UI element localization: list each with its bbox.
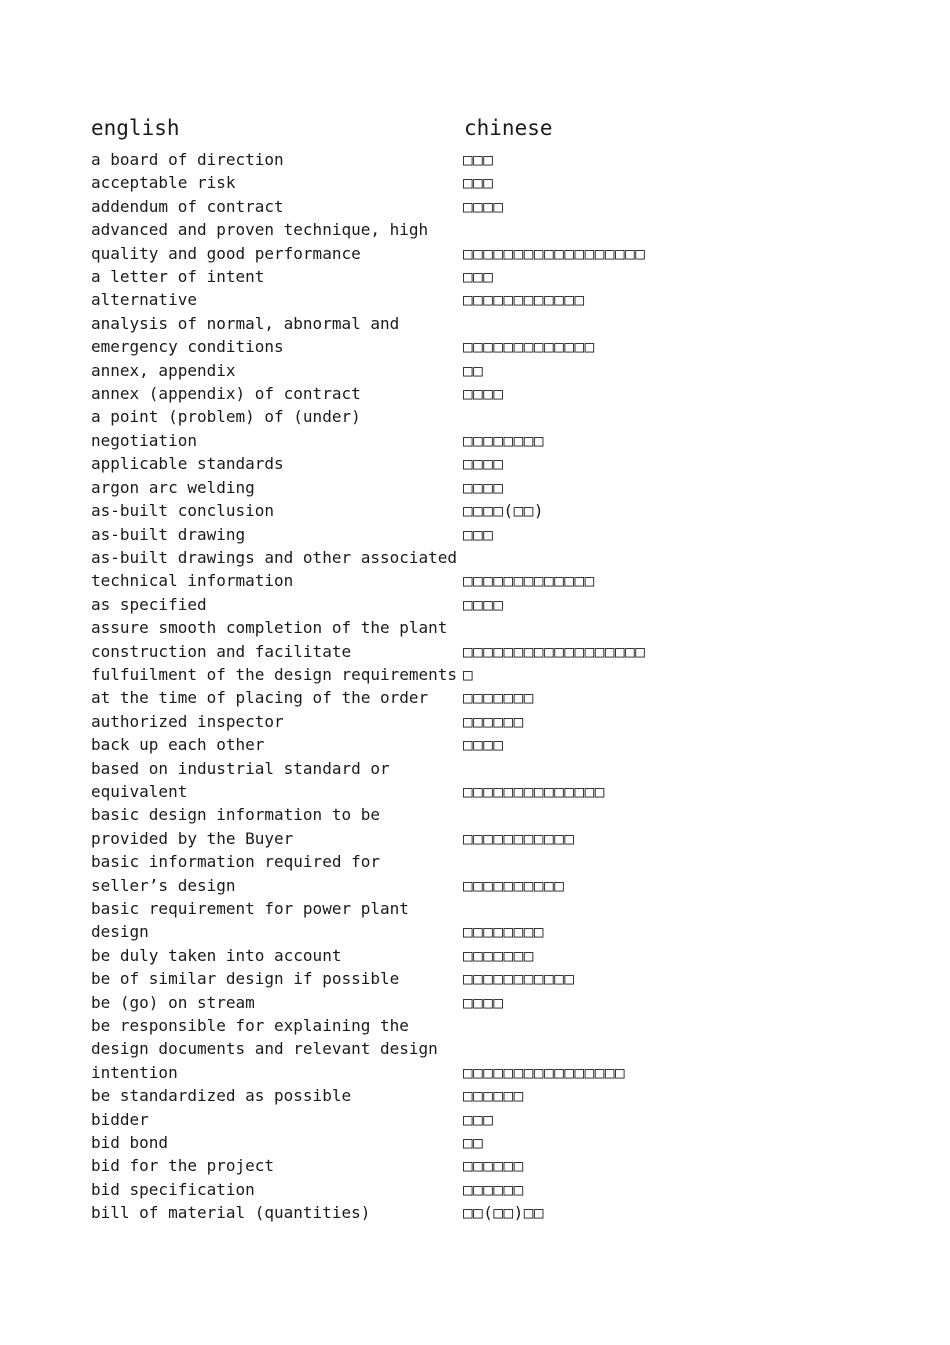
glossary-row <box>91 265 891 288</box>
chinese-term: □□□□□□□□□□□□□□□□ <box>463 1062 626 1082</box>
chinese-term: □□□□□□□□ <box>463 430 545 450</box>
english-term: based on industrial standard or equivalent <box>91 758 390 801</box>
chinese-term: □□□□□□□□□□□ <box>463 969 575 989</box>
chinese-term: □□□ <box>463 267 494 287</box>
chinese-column-header: chinese <box>464 116 553 140</box>
english-term: bid bond <box>91 1133 169 1153</box>
english-term: annex, appendix <box>91 360 236 380</box>
glossary-row <box>91 897 891 944</box>
chinese-term: □□□□□□□ <box>463 688 534 708</box>
english-term: fulfuilment of the design requirements <box>91 664 458 684</box>
english-term: basic information required for seller’s design <box>91 852 380 895</box>
chinese-term: □□□□ <box>463 477 504 497</box>
glossary-row <box>91 1131 891 1154</box>
glossary-row <box>91 710 891 733</box>
chinese-term: □□□□□□ <box>463 1156 524 1176</box>
chinese-term: □□□□□□□ <box>463 945 534 965</box>
glossary-row <box>91 499 891 522</box>
chinese-term: □□□□ <box>463 196 504 216</box>
english-term: as-built drawing <box>91 524 246 544</box>
glossary-row <box>91 1154 891 1177</box>
glossary-row <box>91 1014 891 1084</box>
chinese-term: □□□□□□□□□□□□□□ <box>463 781 605 801</box>
glossary-row <box>91 686 891 709</box>
chinese-term: □□□□□□ <box>463 1086 524 1106</box>
chinese-term: □□□□□□ <box>463 1179 524 1199</box>
glossary-row <box>91 288 891 311</box>
chinese-term: □□□ <box>463 173 494 193</box>
english-term: as-built drawings and other associated technical information <box>91 547 458 591</box>
glossary-row <box>91 382 891 405</box>
english-term: advanced and proven technique, high quality and good performance <box>91 220 429 263</box>
chinese-term: □□ <box>463 360 484 380</box>
glossary-row <box>91 803 891 850</box>
column-header <box>91 114 891 142</box>
glossary-row <box>91 359 891 382</box>
english-term: back up each other <box>91 735 265 755</box>
chinese-term: □□□□ <box>463 594 504 614</box>
chinese-term: □□□ <box>463 524 494 544</box>
english-term: be of similar design if possible <box>91 969 400 989</box>
chinese-term: □□□□□□□□ <box>463 922 545 942</box>
english-term: bid for the project <box>91 1156 275 1176</box>
english-term: a letter of intent <box>91 267 265 287</box>
glossary-row <box>91 405 891 452</box>
chinese-term: □□□ <box>463 150 494 169</box>
chinese-term: □□□□(□□) <box>463 501 545 521</box>
chinese-term: □□□□□□□□□□□□□□□□□□ <box>463 243 646 263</box>
glossary-row <box>91 991 891 1014</box>
english-term: be (go) on stream <box>91 992 255 1012</box>
chinese-term: □□□□□□□□□□□□□□□□□□ <box>463 641 646 661</box>
glossary-row <box>91 546 891 593</box>
chinese-term: □□□ <box>463 1109 494 1129</box>
chinese-term: □□□□ <box>463 384 504 404</box>
english-term: argon arc welding <box>91 477 255 497</box>
chinese-term: □□□□ <box>463 454 504 474</box>
english-term: be standardized as possible <box>91 1086 352 1106</box>
english-term: analysis of normal, abnormal and emergency conditions <box>91 313 400 357</box>
glossary-row <box>91 476 891 499</box>
chinese-term: □□□□□□□□□□□□ <box>463 290 585 310</box>
glossary-row <box>91 312 891 359</box>
english-term: bidder <box>91 1109 149 1129</box>
english-term: assure smooth completion of the plant construction and facilitate <box>91 618 448 661</box>
english-term: a point (problem) of (under) negotiation <box>91 407 361 450</box>
glossary-row <box>91 757 891 804</box>
chinese-term: □□□□□□□□□□□□□ <box>463 337 595 357</box>
glossary-row <box>91 663 891 686</box>
chinese-term: □□(□□)□□ <box>463 1203 545 1223</box>
glossary-list <box>91 148 891 1225</box>
english-term: annex (appendix) of contract <box>91 384 361 404</box>
glossary-row <box>91 593 891 616</box>
chinese-term: □□ <box>463 1133 484 1153</box>
chinese-term: □□□□□□□□□□ <box>463 875 565 895</box>
glossary-row <box>91 1108 891 1131</box>
english-term: as specified <box>91 594 207 614</box>
english-term: authorized inspector <box>91 711 284 731</box>
glossary-row <box>91 733 891 756</box>
english-term: bill of material (quantities) <box>91 1203 371 1223</box>
english-term: alternative <box>91 290 197 310</box>
chinese-term: □□□□□□□□□□□□□ <box>463 571 595 591</box>
glossary-row <box>91 148 891 171</box>
glossary-row <box>91 850 891 897</box>
chinese-term: □□□□ <box>463 735 504 755</box>
english-term: acceptable risk <box>91 173 236 193</box>
chinese-term: □□□□ <box>463 992 504 1012</box>
english-term: at the time of placing of the order <box>91 688 429 708</box>
english-term: bid specification <box>91 1179 255 1199</box>
glossary-row <box>91 218 891 265</box>
glossary-row <box>91 616 891 663</box>
glossary-row <box>91 967 891 990</box>
english-term: be duly taken into account <box>91 945 342 965</box>
english-term: addendum of contract <box>91 196 284 216</box>
chinese-term: □□□□□□ <box>463 711 524 731</box>
glossary-row <box>91 195 891 218</box>
chinese-term: □□□□□□□□□□□ <box>463 828 575 848</box>
english-term: applicable standards <box>91 454 284 474</box>
english-term: a board of direction <box>91 150 284 169</box>
english-term: basic requirement for power plant design <box>91 899 409 942</box>
english-term: be responsible for explaining the design documents and relevant design intention <box>91 1016 438 1082</box>
glossary-row <box>91 523 891 546</box>
glossary-row <box>91 1178 891 1201</box>
glossary-row <box>91 1084 891 1107</box>
glossary-row <box>91 1201 891 1224</box>
chinese-term: □ <box>463 664 474 684</box>
english-term: basic design information to be provided by the Buyer <box>91 805 380 848</box>
glossary-row <box>91 452 891 475</box>
english-term: as-built conclusion <box>91 501 275 521</box>
glossary-row <box>91 944 891 967</box>
glossary-row <box>91 171 891 194</box>
english-column-header: english <box>91 116 180 140</box>
